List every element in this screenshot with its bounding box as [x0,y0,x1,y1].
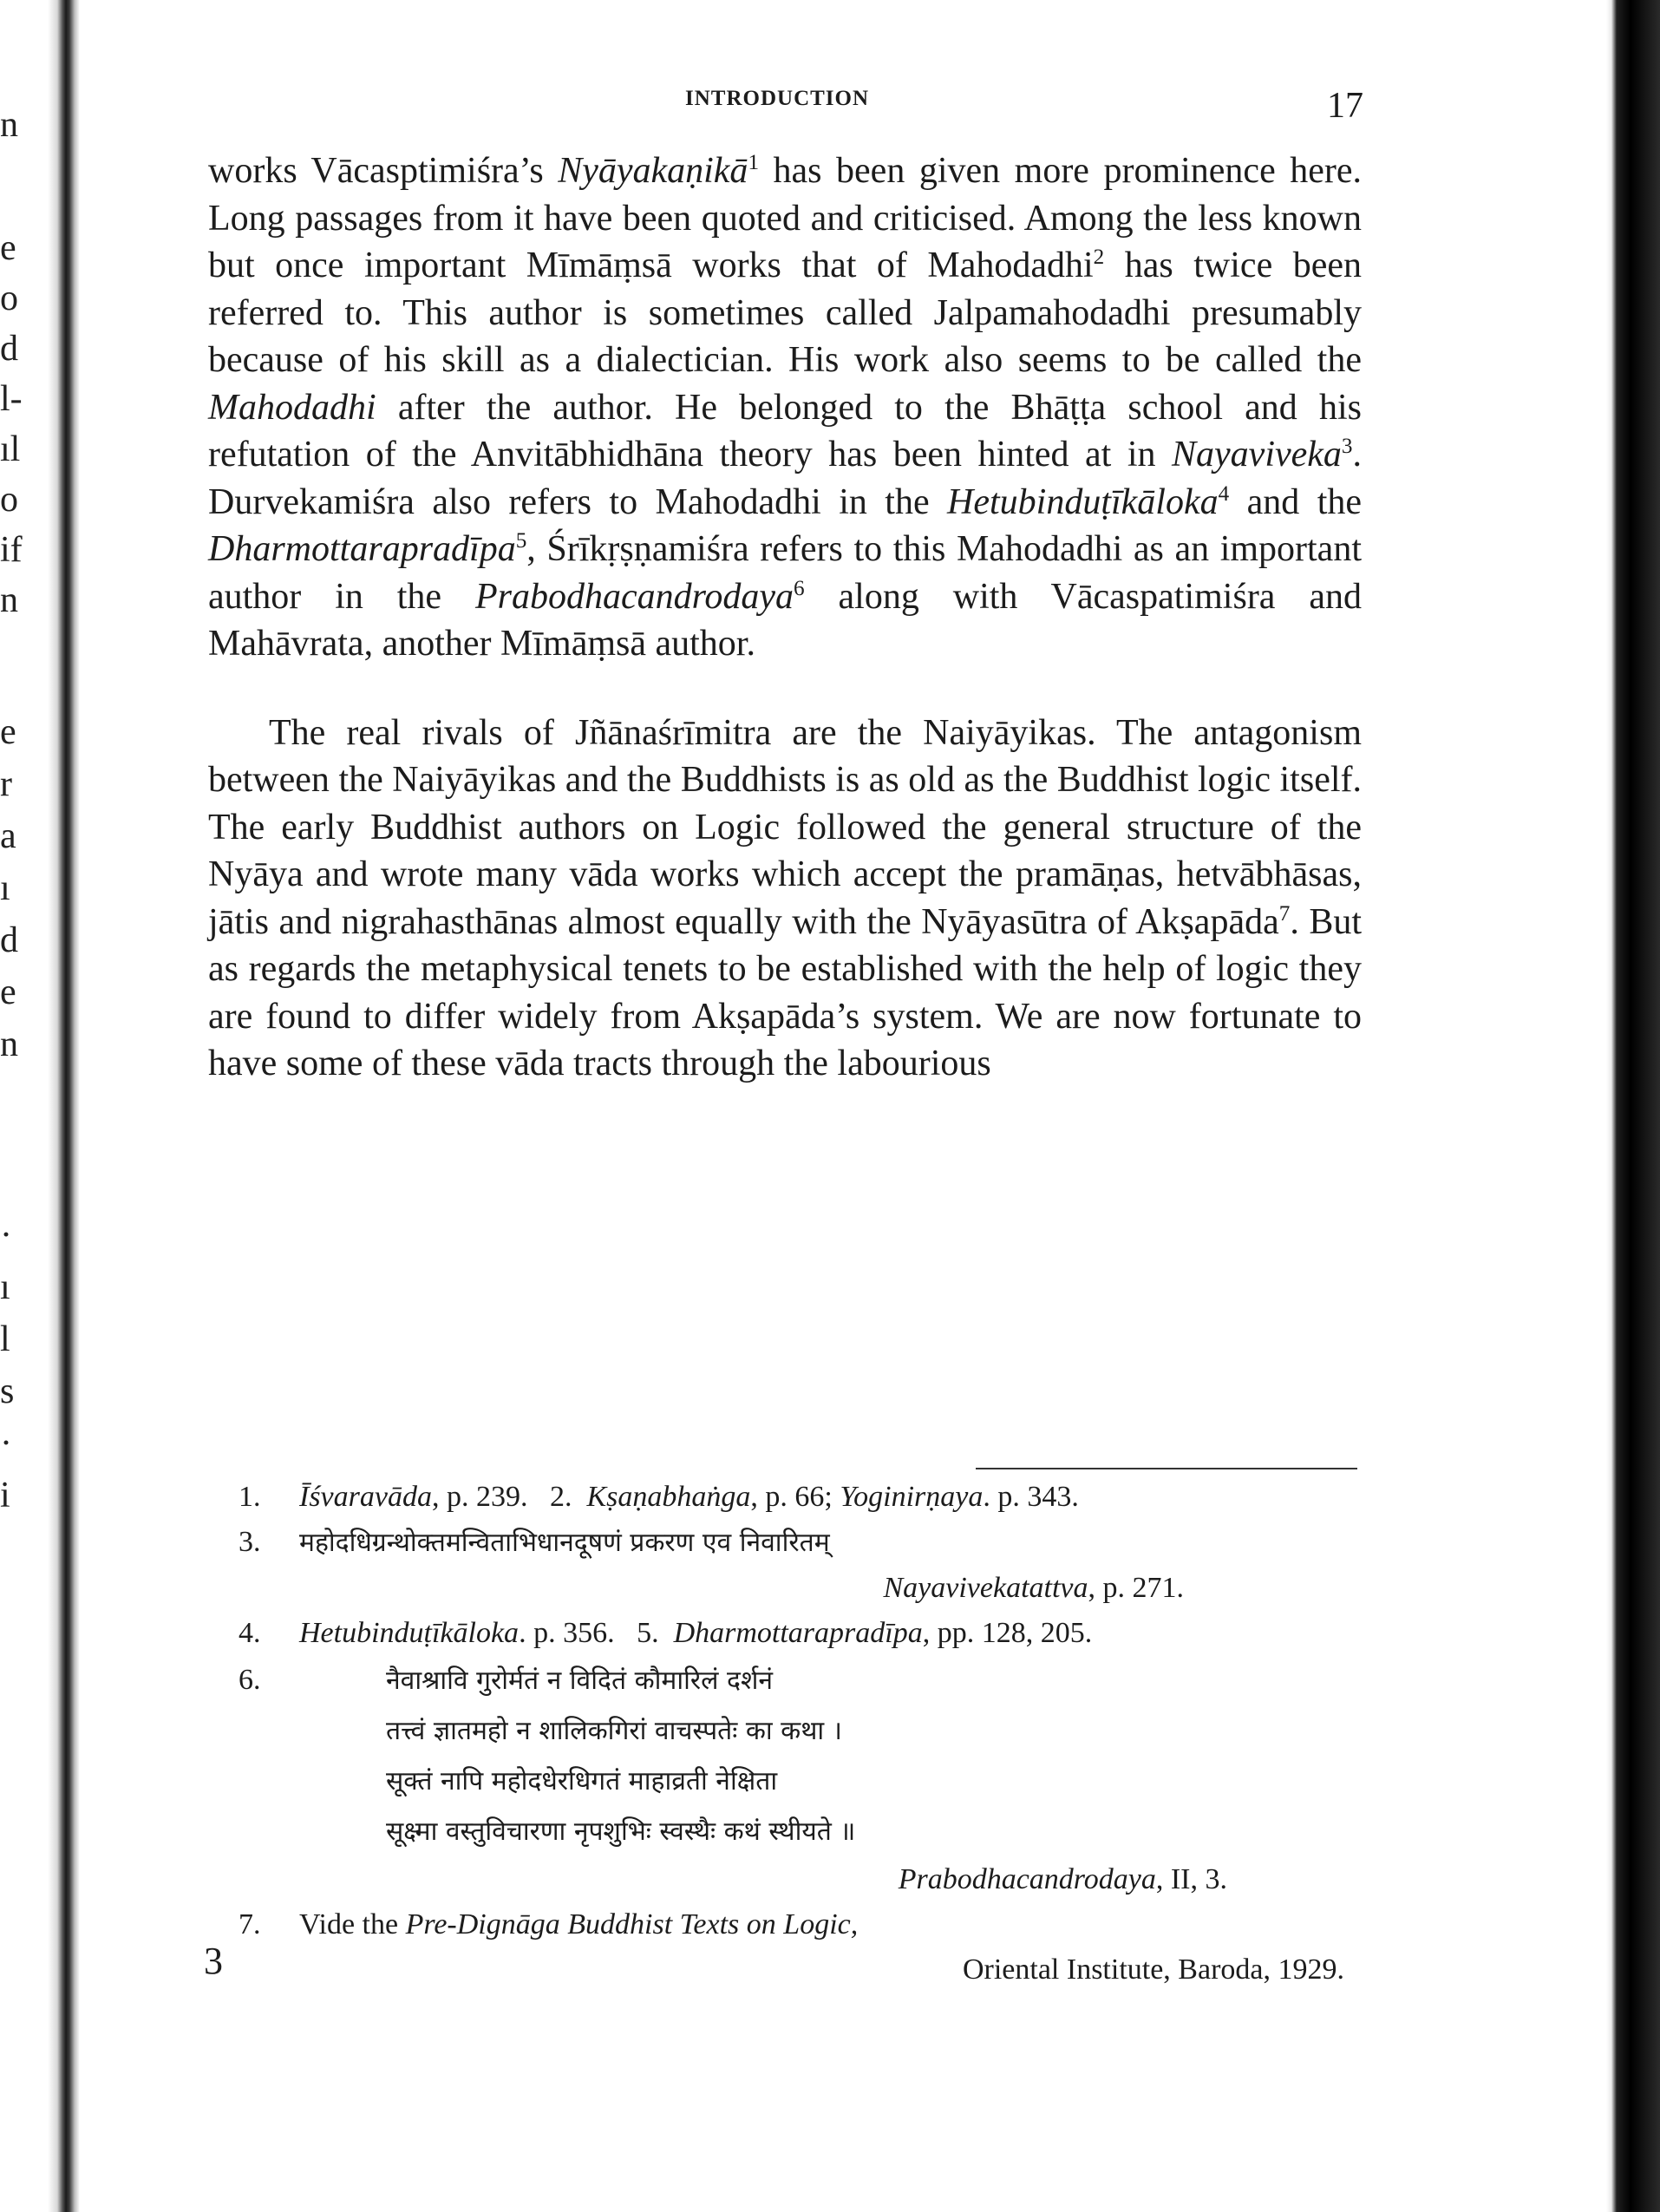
footnote-text: , p. 271. [1088,1572,1184,1604]
footnote-number: 5. [637,1617,659,1649]
footnote-title: Kṣaṇabhaṅga [586,1481,751,1513]
footnote-text: , pp. 128, 205. [922,1617,1093,1649]
margin-letter: e [0,712,16,752]
footnote-text: , p. 66; [750,1481,840,1513]
footnote-4-5 [239,1611,1357,1656]
title-nayaviveka: Nayaviveka [1172,435,1342,474]
margin-letter: i [0,1476,10,1515]
footnote-text: Vide the [299,1908,406,1940]
footnote-ref: 1 [748,151,760,174]
margin-letter: o [0,278,18,318]
footnote-title: Dharmottarapradīpa [673,1617,923,1649]
footnote-title: Yoginirṇaya [840,1481,984,1513]
footnote-ref: 6 [794,576,805,600]
margin-letter: n [0,580,18,620]
title-nyayakanika: Nyāyakaṇikā [558,151,748,191]
title-dharmottarapradipa: Dharmottarapradīpa [208,529,516,569]
footnote-6-source [239,1857,1357,1902]
margin-letter: ıl [0,429,21,469]
footnote-title: Nayavivekatattva [883,1572,1088,1604]
margin-letter: n [0,1024,18,1064]
margin-letter: d [0,329,18,369]
text-run: along with Vācaspatimiśra and Mahāvrata, another Mīmāṃsā author. [208,576,1362,664]
margin-letter: e [0,972,16,1012]
footnote-title: Īśvaravāda [299,1481,432,1513]
footnote-ref: 3 [1341,435,1353,458]
footnote-number: 4. [239,1617,261,1649]
margin-letter: ı [0,868,10,908]
verse-line: तत्त्वं ज्ञातमहो न शालिकगिरां वाचस्पतेः का कथा । [386,1716,843,1746]
footnote-7 [239,1902,1357,1947]
footnote-number: 1. [239,1481,261,1513]
text-run: and the [1229,481,1363,522]
title-hetubindutikaloka: Hetubinduṭīkāloka [947,481,1219,522]
text-run: works Vācasptimiśra’s [208,151,559,191]
footnote-number: 6. [239,1664,261,1696]
main-text [208,147,1362,1088]
text-run: has been given more prominence here. Long passages from it have been quoted and criticised. Among the less known but once important Mīmāṃsā works that of Mahodadhi [208,151,1362,285]
footnote-7-publisher: Oriental Institute, Baroda, 1929. [962,1953,1344,1986]
text-run: has twice been referred to. This author is sometimes called Jalpamahodadhi presumably because of his skill as a dialectician. His work also seems to be called the [208,245,1362,380]
footnote-text: , II, 3. [1155,1863,1227,1895]
margin-letter: s [0,1371,15,1411]
paragraph-2 [208,710,1362,1088]
footnote-6 [239,1656,1357,1706]
footnote-title: Pre-Dignāga Buddhist Texts on Logic, [405,1908,859,1940]
margin-letter: ı [0,1267,10,1307]
margin-letter: if [0,530,23,570]
footnote-text: . p. 356. [519,1617,615,1649]
footnote-ref: 5 [515,529,527,553]
text-run: . But as regards the metaphysical tenets to be established with the help of logic they are found to differ widely from Akṣapāda’s system. We are now fortunate to have some of these vāda tracts through the labourious [208,901,1362,1083]
footnote-1-2 [239,1475,1357,1520]
footnote-sanskrit: महोदधिग्रन्थोक्तमन्विताभिधानदूषणं प्रकरण एव निवारितम् [299,1528,830,1558]
footnote-rule [976,1468,1357,1469]
title-mahodadhi: Mahodadhi [208,387,376,428]
footnotes [239,1475,1357,1993]
footnote-number: 2. [549,1481,572,1513]
footnote-ref: 4 [1218,481,1230,506]
footnote-ref: 7 [1278,901,1291,926]
verse-line: सूक्तं नापि महोदधेरधिगतं माहाव्रती नेक्षिता [386,1766,778,1796]
verse-line: सूक्ष्मा वस्तुविचारणा नृपशुभिः स्वस्थैः कथं स्थीयते ॥ [386,1816,856,1847]
margin-letter: d [0,920,18,960]
signature-mark: 3 [204,1940,223,1982]
title-prabodhacandrodaya: Prabodhacandrodaya [474,576,794,617]
margin-letter: l [0,1319,10,1359]
page-number: 17 [1327,86,1363,126]
footnote-number: 3. [239,1526,261,1558]
running-head: INTRODUCTION [685,87,870,110]
text-run: , Śrīkṛṣṇamiśra refers to this Mahodadhi as an important author in the [208,529,1362,617]
margin-letter: l- [0,379,23,419]
margin-letter: n [0,105,18,145]
facing-page-margin-letters [0,0,35,2212]
footnote-3 [239,1520,1357,1566]
text-run: after the author. He belonged to the Bhāṭṭa school and his refutation of the Anvitābhidhāna theory has been hinted at in [208,387,1362,474]
text-run: . Durvekamiśra also refers to Mahodadhi in the [208,435,1362,522]
margin-letter: · [0,1423,12,1463]
footnote-text: . p. 343. [983,1481,1079,1513]
footnote-ref: 2 [1093,245,1105,269]
margin-letter: · [0,1215,12,1255]
footnote-title: Prabodhacandrodaya [898,1863,1156,1895]
margin-letter: r [0,764,12,804]
footnote-title: Hetubinduṭīkāloka [299,1617,520,1649]
text-run: The real rivals of Jñānaśrīmitra are the Naiyāyikas. The antagonism between the Naiyāyikas and the Buddhists is as old as the Buddhist logic itself. The early Buddhist authors on Logic followed the general structure of the Nyāya and wrote many vāda works which accept the pramāṇas, hetvābhāsas, jātis and nigrahasthānas almost equally with the Nyāyasūtra of Akṣapāda [208,712,1362,942]
footnote-number: 7. [239,1908,261,1940]
footnote-text: , p. 239. [431,1481,528,1513]
footnote-3-source [239,1566,1357,1611]
paragraph-1 [208,147,1362,668]
verse-line: नैवाश्रावि गुरोर्मतं न विदितं कौमारिलं दर्शनं [386,1666,773,1696]
scan-edge-bar [1606,0,1660,2212]
margin-letter: a [0,816,16,856]
margin-letter: o [0,480,18,520]
margin-letter: e [0,228,16,268]
